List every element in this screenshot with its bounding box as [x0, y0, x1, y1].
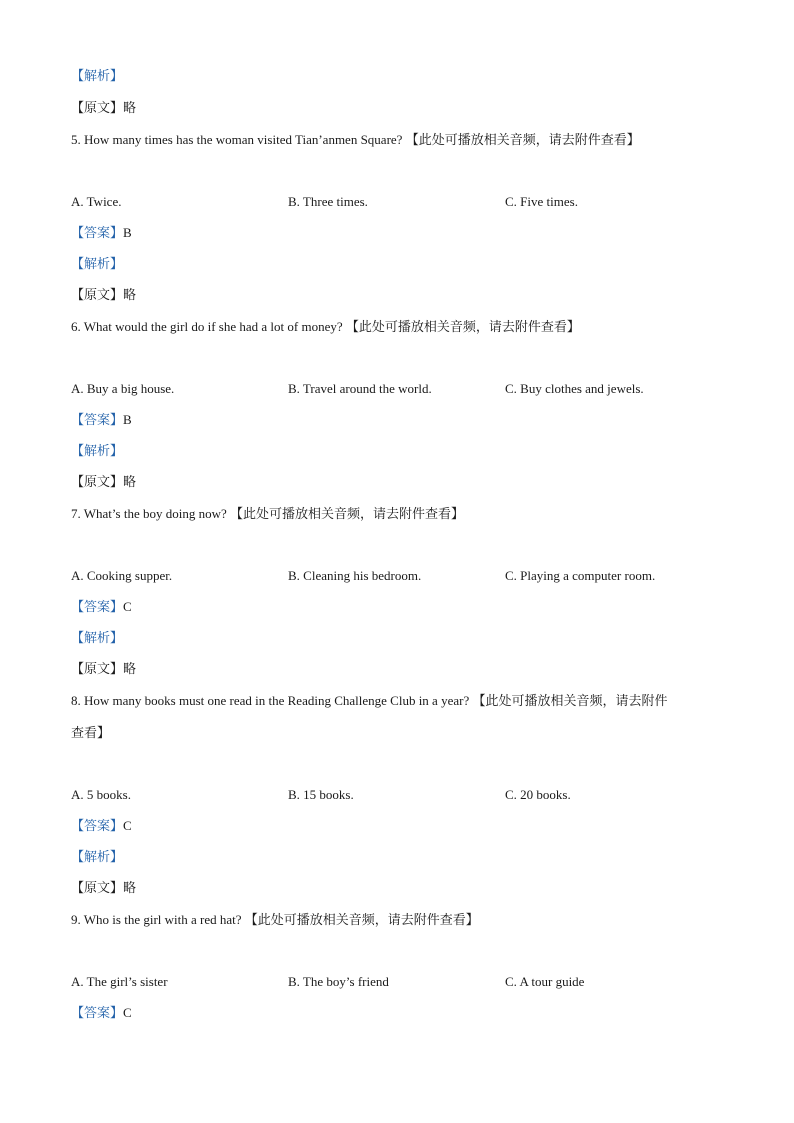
analysis-label	[71, 67, 123, 86]
audio-note: 【此处可播放相关音频，请去附件查看】	[405, 133, 640, 148]
question-8-answer	[71, 817, 132, 836]
question-7-original	[71, 660, 136, 679]
question-9-options	[71, 973, 751, 991]
option-a: A. 5 books.	[71, 787, 131, 802]
question-6-analysis	[71, 442, 123, 461]
option-b: B. Travel around the world.	[288, 381, 432, 396]
question-6-stem: 6. What would the girl do if she had a lot of money? 【此处可播放相关音频，请去附件查看】	[71, 319, 580, 335]
original-text-line	[71, 99, 136, 118]
option-a: A. Cooking supper.	[71, 568, 173, 583]
question-8-analysis	[71, 848, 123, 867]
question-9-answer	[71, 1004, 132, 1023]
option-b: B. 15 books.	[288, 787, 354, 802]
audio-note: 【此处可播放相关音频，请去附件查看】	[230, 507, 465, 522]
analysis-tag: 【解析】	[71, 257, 124, 272]
question-6-answer	[71, 411, 132, 430]
answer-value: C	[123, 1005, 132, 1020]
answer-tag: 【答案】	[71, 819, 124, 834]
original-omitted: 略	[123, 101, 137, 116]
audio-note: 【此处可播放相关音频，请去附件查看】	[244, 913, 479, 928]
audio-note-continued: 查看】	[71, 726, 111, 741]
answer-value: B	[123, 412, 132, 427]
option-c: C. 20 books.	[505, 787, 571, 802]
original-omitted: 略	[123, 662, 137, 677]
analysis-tag: 【解析】	[71, 444, 124, 459]
option-c: C. Five times.	[505, 194, 578, 209]
original-omitted: 略	[123, 475, 137, 490]
question-7-answer	[71, 598, 132, 617]
question-7-stem: 7. What’s the boy doing now? 【此处可播放相关音频，请去附件查看】	[71, 506, 465, 522]
option-b: B. Three times.	[288, 194, 368, 209]
original-tag: 【原文】	[71, 662, 124, 677]
question-7-analysis	[71, 629, 123, 648]
question-6-options	[71, 380, 751, 398]
answer-tag: 【答案】	[71, 413, 124, 428]
question-7-options	[71, 567, 751, 585]
question-6-original	[71, 473, 136, 492]
question-5-analysis	[71, 255, 123, 274]
question-8-options	[71, 786, 751, 804]
original-tag: 【原文】	[71, 881, 124, 896]
answer-value: C	[123, 818, 132, 833]
analysis-tag: 【解析】	[71, 850, 124, 865]
question-8-stem-continued	[71, 724, 110, 743]
audio-note: 【此处可播放相关音频，请去附件查看】	[345, 320, 580, 335]
original-omitted: 略	[123, 288, 137, 303]
question-8-original	[71, 879, 136, 898]
audio-note: 【此处可播放相关音频，请去附件	[472, 694, 668, 709]
original-omitted: 略	[123, 881, 137, 896]
question-9-stem: 9. Who is the girl with a red hat? 【此处可播放相关音频，请去附件查看】	[71, 912, 479, 928]
answer-tag: 【答案】	[71, 226, 124, 241]
option-b: B. Cleaning his bedroom.	[288, 568, 422, 583]
answer-tag: 【答案】	[71, 1006, 124, 1021]
question-5-stem: 5. How many times has the woman visited Tian’anmen Square? 【此处可播放相关音频，请去附件查看】	[71, 132, 640, 148]
answer-value: C	[123, 599, 132, 614]
question-5-options	[71, 193, 751, 211]
original-tag: 【原文】	[71, 288, 124, 303]
option-c: C. A tour guide	[505, 974, 585, 989]
option-a: A. The girl’s sister	[71, 974, 168, 989]
option-b: B. The boy’s friend	[288, 974, 389, 989]
question-8-stem: 8. How many books must one read in the Reading Challenge Club in a year? 【此处可播放相关音频，请去附件	[71, 693, 668, 709]
answer-tag: 【答案】	[71, 600, 124, 615]
question-5-original	[71, 286, 136, 305]
analysis-tag: 【解析】	[71, 631, 124, 646]
option-a: A. Buy a big house.	[71, 381, 175, 396]
answer-value: B	[123, 225, 132, 240]
original-tag: 【原文】	[71, 101, 124, 116]
analysis-tag: 【解析】	[71, 69, 124, 84]
option-c: C. Buy clothes and jewels.	[505, 381, 644, 396]
option-c: C. Playing a computer room.	[505, 568, 656, 583]
option-a: A. Twice.	[71, 194, 122, 209]
question-5-answer	[71, 224, 132, 243]
original-tag: 【原文】	[71, 475, 124, 490]
